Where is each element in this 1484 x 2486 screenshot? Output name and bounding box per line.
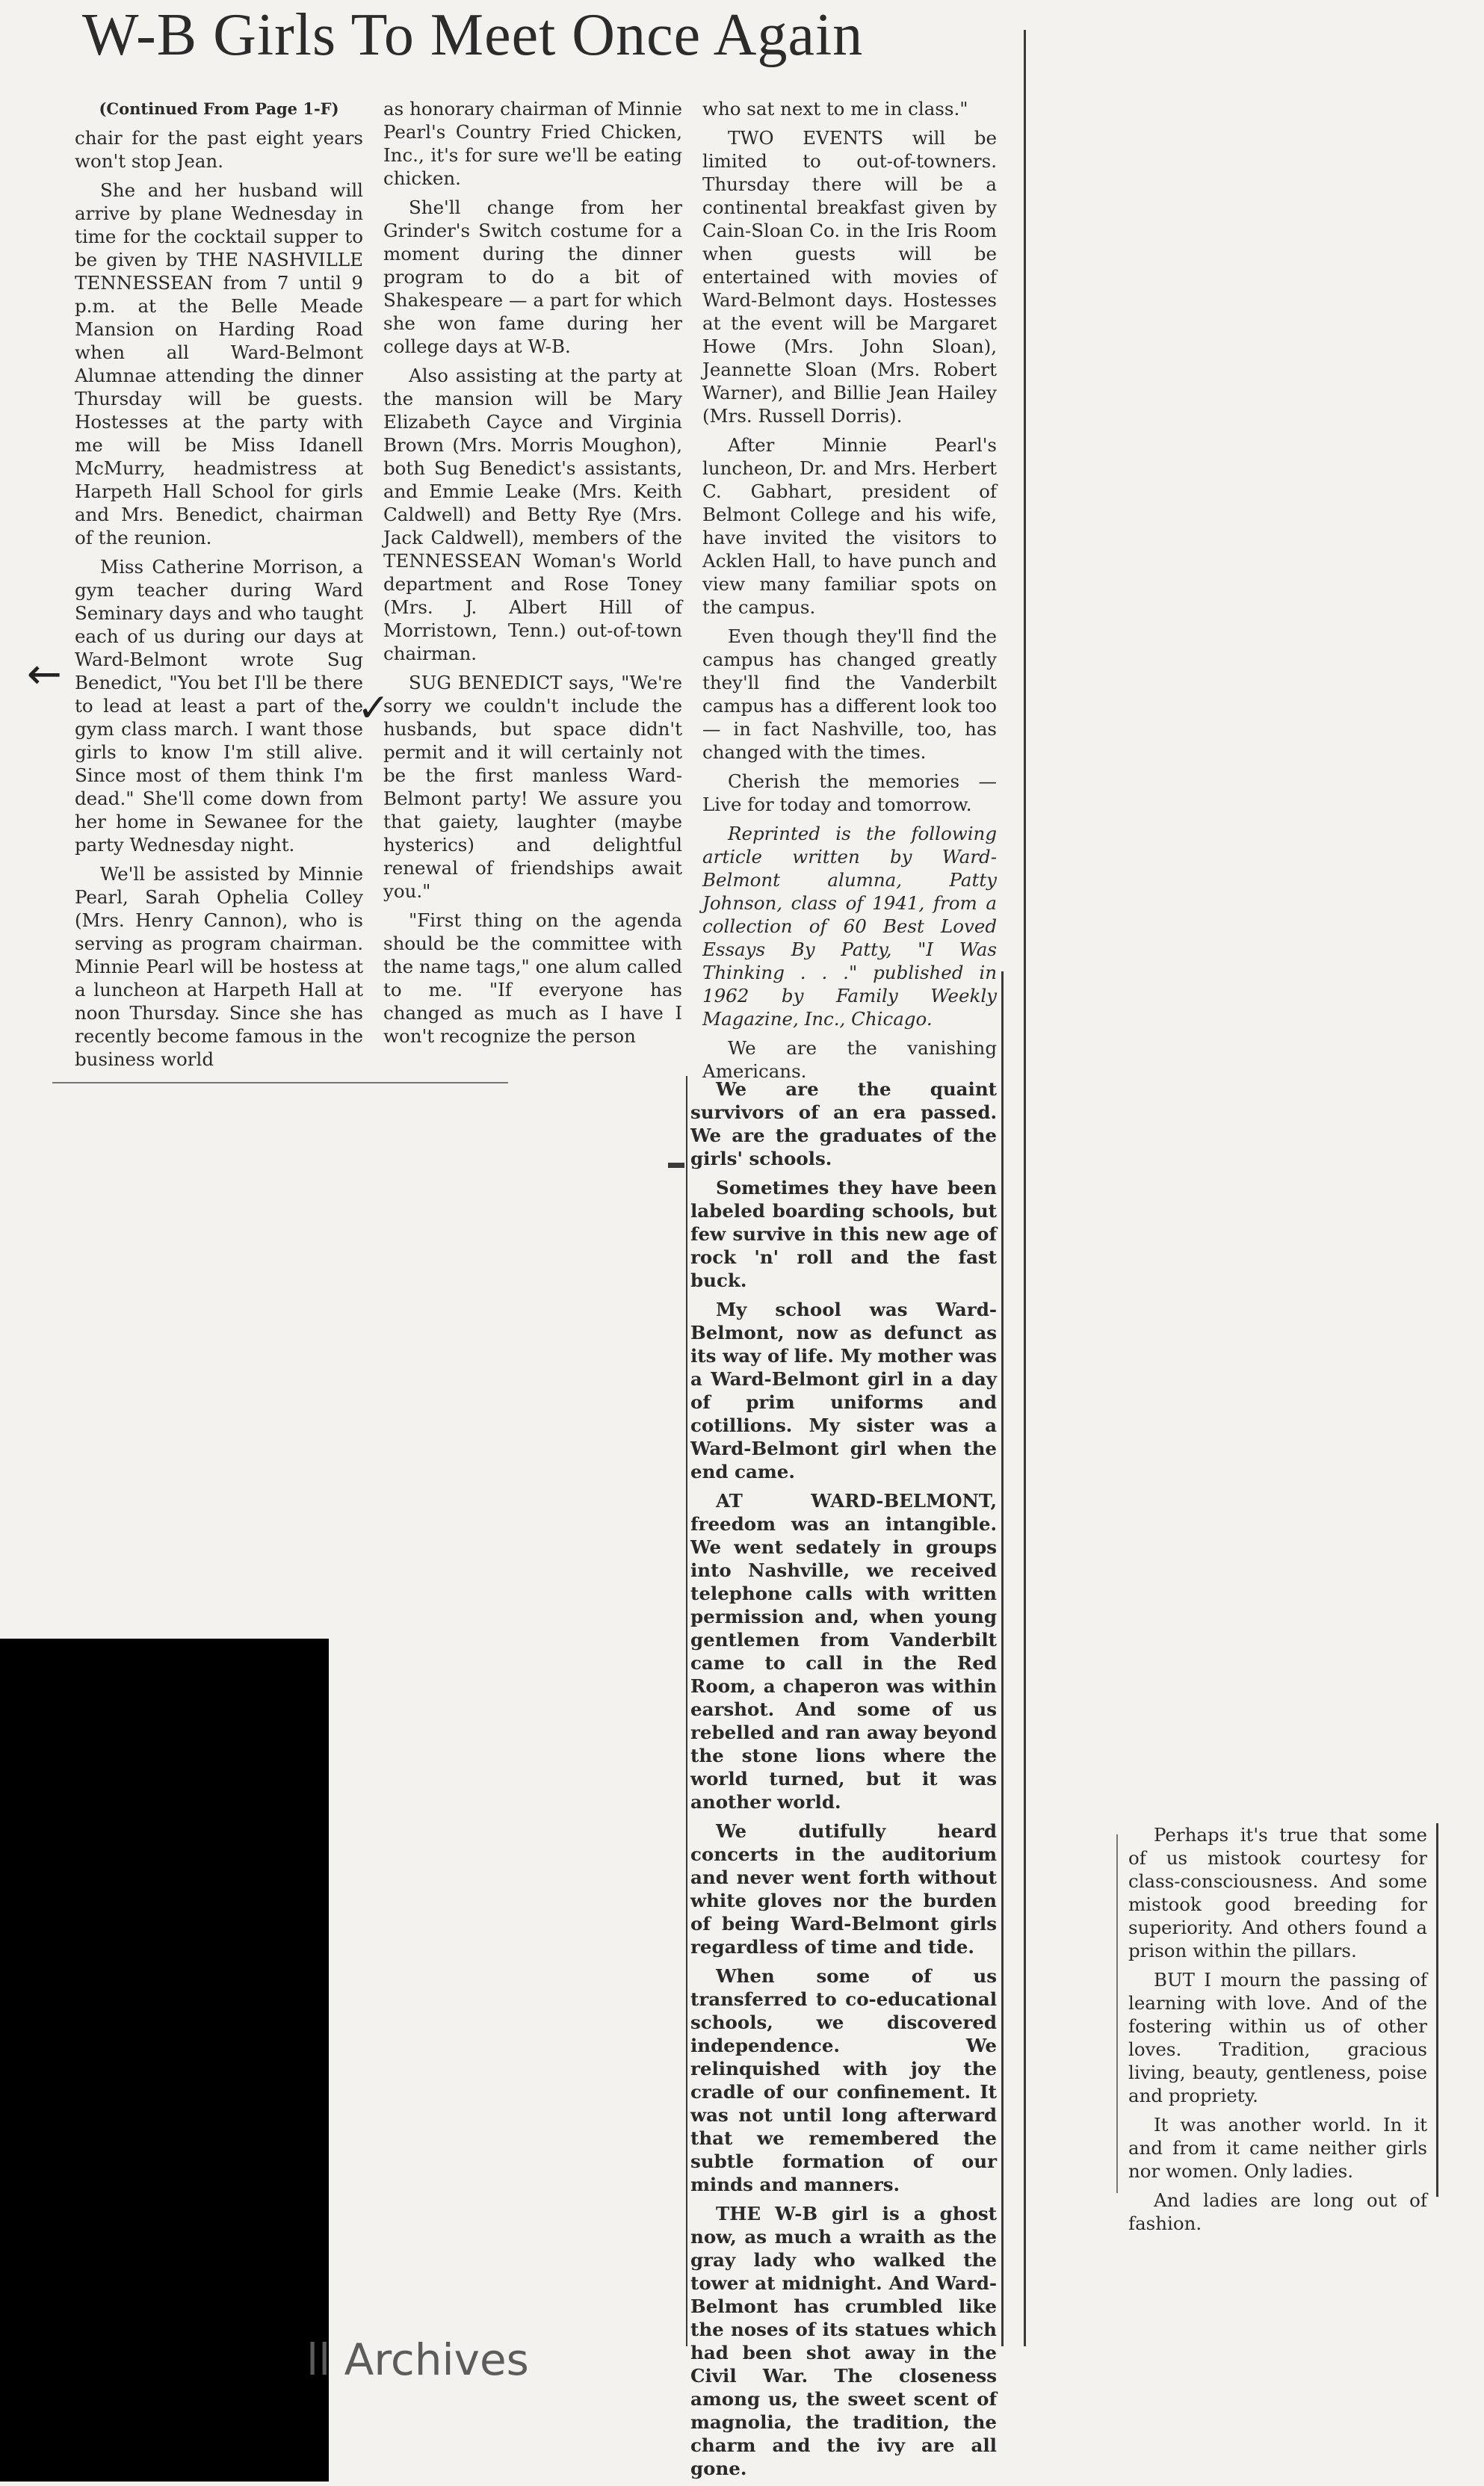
check-mark-icon: ✓	[357, 686, 390, 731]
paragraph: She and her husband will arrive by plane Wednesday in time for the cocktail supper to be given by THE NASHVILLE TENNESSEAN from 7 until 9 p.m. at the Belle Meade Mansion on Harding Road when all Ward-Belmont Alumnae attending the dinner Thursday will be guests. Hostesses at the party with me will be Miss Idanell McMurry, headmistress at Harpeth Hall School for girls and Mrs. Benedict, chairman of the reunion.	[75, 179, 363, 548]
paragraph: Also assisting at the party at the mansion will be Mary Elizabeth Cayce and Virginia Brown (Mrs. Morris Moughon), both Sug Benedict's assistants, and Emmie Leake (Mrs. Keith Caldwell) and Betty Rye (Mrs. Jack Caldwell), members of the TENNESSEAN Woman's World department and Rose Toney (Mrs. J. Albert Hill of Morristown, Tenn.) out-of-town chairman.	[383, 365, 682, 664]
paragraph: When some of us transferred to co-educational schools, we discovered independence. We relinquished with joy the cradle of our confinement. It was not until long afterward that we remembered the subtle formation of our minds and manners.	[690, 1965, 997, 2195]
dash-mark	[668, 1163, 684, 1168]
paragraph: Cherish the memories — Live for today and tomorrow.	[702, 770, 997, 815]
clipping-edge-left	[686, 1076, 687, 2346]
paragraph: She'll change from her Grinder's Switch costume for a moment during the dinner program to do a bit of Shakespeare — a part for which she won fame during her college days at W-B.	[383, 197, 682, 357]
clipping-edge-bottom	[52, 1082, 508, 1083]
headline: W-B Girls To Meet Once Again	[82, 2, 864, 68]
paragraph: Perhaps it's true that some of us mistook courtesy for class-consciousness. And some mistook good breeding for superiority. And others found a prison within the pillars.	[1128, 1824, 1427, 1961]
paragraph: who sat next to me in class."	[702, 98, 968, 120]
paragraph: Sometimes they have been labeled boarding schools, but few survive in this new age of rock 'n' roll and the fast buck.	[690, 1177, 997, 1291]
paragraph: We are the vanishing Americans.	[702, 1037, 997, 1082]
paragraph: SUG BENEDICT says, "We're sorry we couldn't include the husbands, but space didn't permit and it will certainly not be the first manless Ward-Belmont party! We assure you that gaiety, laughter (maybe hysterics) and delightful renewal of friendships await you."	[383, 672, 682, 902]
continued-from-line: (Continued From Page 1-F)	[99, 99, 339, 118]
scan-black-area	[0, 1639, 329, 2482]
paragraph: chair for the past eight years won't stop Jean.	[75, 127, 363, 172]
paragraph: After Minnie Pearl's luncheon, Dr. and Mrs. Herbert C. Gabhart, president of Belmont College and his wife, have invited the visitors to Acklen Hall, to have punch and view many familiar spots on the campus.	[702, 434, 997, 618]
clipping-edge-side-2	[1116, 1834, 1118, 2193]
paragraph: Even though they'll find the campus has changed greatly they'll find the Vanderbilt campus has a different look too — in fact Nashville, too, has changed with the times.	[702, 625, 997, 763]
essay-continuation-column	[1128, 1823, 1427, 2241]
paragraph: BUT I mourn the passing of learning with love. And of the fostering within us of other loves. Tradition, gracious living, beauty, gentleness, poise and propriety.	[1128, 1969, 1427, 2106]
article-column-2	[383, 97, 682, 1054]
paragraph: My school was Ward-Belmont, now as defunct as its way of life. My mother was a Ward-Belmont girl in a day of prim uniforms and cotillions. My sister was a Ward-Belmont girl when the end came.	[690, 1299, 997, 1482]
archive-watermark: ll Archives	[306, 2334, 529, 2385]
clipping-edge-inner	[1001, 971, 1004, 2346]
clipping-edge-side	[1436, 1823, 1438, 2197]
paragraph: We'll be assisted by Minnie Pearl, Sarah Ophelia Colley (Mrs. Henry Cannon), who is serving as program chairman. Minnie Pearl will be hostess at a luncheon at Harpeth Hall at noon Thursday. Since she has recently become famous in the business world	[75, 863, 363, 1070]
article-column-3	[702, 97, 997, 1089]
paragraph: It was another world. In it and from it came neither girls nor women. Only ladies.	[1128, 2114, 1427, 2182]
paragraph: And ladies are long out of fashion.	[1128, 2189, 1427, 2234]
paragraph: "First thing on the agenda should be the committee with the name tags," one alum called to me. "If everyone has changed as much as I have I won't recognize the person	[383, 909, 682, 1047]
reprint-note: Reprinted is the following article written by Ward-Belmont alumna, Patty Johnson, class of 1941, from a collection of 60 Best Loved Essays By Patty, "I Was Thinking . . ." published in 1962 by Family Weekly Magazine, Inc., Chicago.	[702, 823, 997, 1030]
clipping-edge-right	[1024, 30, 1026, 2346]
paragraph: We are the quaint survivors of an era passed. We are the graduates of the girls' schools.	[690, 1078, 997, 1169]
paragraph: Miss Catherine Morrison, a gym teacher during Ward Seminary days and who taught each of us during our days at Ward-Belmont wrote Sug Benedict, "You bet I'll be there to lead at least a part of the gym class march. I want those girls to know I'm still alive. Since most of them think I'm dead." She'll come down from her home in Sewanee for the party Wednesday night.	[75, 556, 363, 856]
paragraph: AT WARD-BELMONT, freedom was an intangible. We went sedately in groups into Nashville, we received telephone calls with written permission and, when young gentlemen from Vanderbilt came to call in the Red Room, a chaperon was within earshot. And some of us rebelled and ran away beyond the stone lions where the world turned, but it was another world.	[690, 1490, 997, 1813]
paragraph: TWO EVENTS will be limited to out-of-towners. Thursday there will be a continental breakfast given by Cain-Sloan Co. in the Iris Room when guests will be entertained with movies of Ward-Belmont days. Hostesses at the event will be Margaret Howe (Mrs. John Sloan), Jeannette Sloan (Mrs. Robert Warner), and Billie Jean Hailey (Mrs. Russell Dorris).	[702, 127, 997, 427]
paragraph: THE W-B girl is a ghost now, as much a wraith as the gray lady who walked the tower at midnight. And Ward-Belmont has crumbled like the noses of its statues which had been shot away in the Civil War. The closeness among us, the sweet scent of magnolia, the tradition, the charm and the ivy are all gone.	[690, 2203, 997, 2479]
article-column-1	[75, 97, 363, 1077]
check-mark-icon: ←	[27, 650, 62, 699]
essay-column	[690, 1077, 997, 2486]
paragraph: as honorary chairman of Minnie Pearl's Country Fried Chicken, Inc., it's for sure we'll be eating chicken.	[383, 98, 682, 189]
paragraph: We dutifully heard concerts in the auditorium and never went forth without white gloves nor the burden of being Ward-Belmont girls regardless of time and tide.	[690, 1820, 997, 1958]
